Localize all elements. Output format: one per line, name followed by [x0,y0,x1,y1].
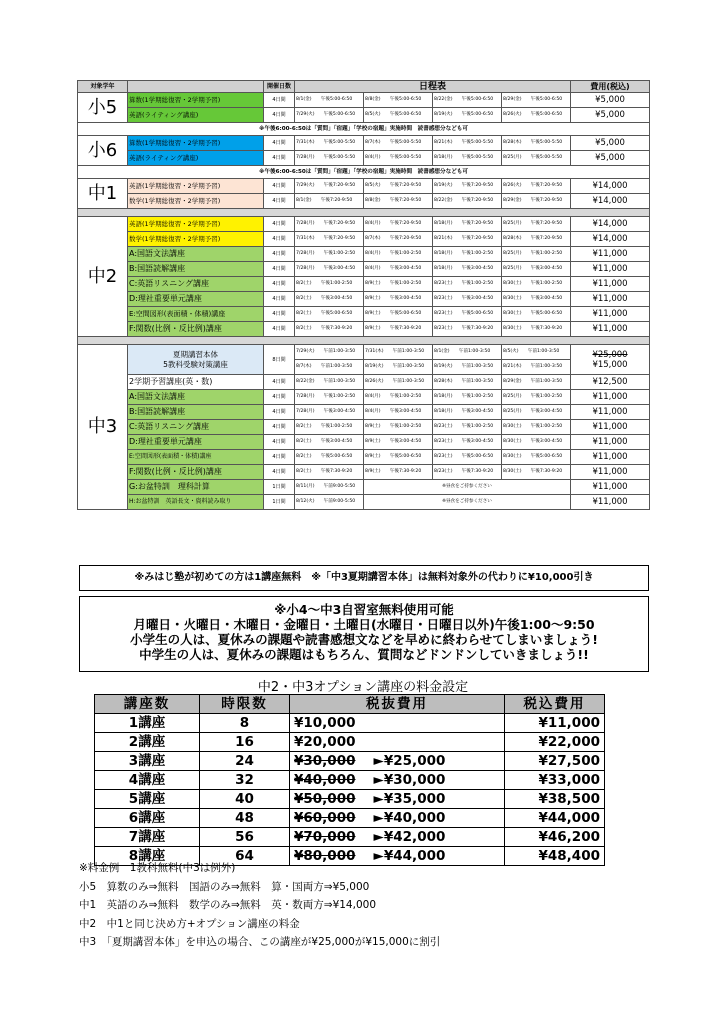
session-date: 8/25(月) 午後7:20-9:50 [502,217,571,232]
table-row [78,480,650,495]
main-course-sub: 5教科受験対策講座 [163,359,228,369]
session-date: 8/2(土) 午後1:00-2:50 [295,277,364,292]
note-row [78,166,650,179]
course-fee: ¥11,000 [571,390,650,405]
course-days: 1日間 [264,495,295,510]
option-taxed: ¥33,000 [505,771,605,790]
session-date: 8/4(月) 午後7:20-9:50 [364,217,433,232]
option-count: 2講座 [95,733,200,752]
course-fee: ¥11,000 [571,307,650,322]
session-date: 7/31(木) 午前1:00-3:50 [364,345,433,360]
course-name: A:国語文法講座 [128,247,264,262]
session-date: 8/21(木) 午前1:00-3:50 [502,360,571,375]
table-row [78,93,650,108]
session-date: 8/19(火) 午前1:00-3:50 [364,360,433,375]
option-table-title: 中2・中3オプション講座の料金設定 [257,680,469,695]
course-fee: ¥11,000 [571,292,650,307]
session-date: 8/25(月) 午後1:00-2:50 [502,390,571,405]
course-name: C:英語リスニング講座 [128,277,264,292]
course-name: D:理社重要単元講座 [128,435,264,450]
session-note: ※昼食をご持参ください [364,495,571,510]
session-note: ※昼食をご持参ください [364,480,571,495]
spacer [78,209,650,217]
course-fee: ¥11,000 [571,495,650,510]
option-taxed: ¥11,000 [505,714,605,733]
course-name: 数学(1学期総復習・2学期予習) [128,194,264,209]
session-date: 8/21(木) 午後5:00-5:50 [433,136,502,151]
course-fee: ¥11,000 [571,435,650,450]
course-fee: ¥5,000 [571,151,650,166]
session-date: 8/23(土) 午後1:00-2:50 [433,277,502,292]
session-date: 8/23(土) 午後5:00-6:50 [433,307,502,322]
option-count: 8講座 [95,847,200,866]
session-date: 8/9(土) 午後3:00-4:50 [364,292,433,307]
junior-high-message: 中学生の人は、夏休みの課題はもちろん、質問などドンドンしていきましょう!! [139,647,589,662]
option-pretax-old: ¥60,000 [294,809,356,826]
table-row [78,108,650,123]
option-pretax: ►¥35,000 [373,790,446,807]
course-fee: ¥11,000 [571,450,650,465]
course-name: 英語(ライティング講座) [128,151,264,166]
option-pretax-old: ¥80,000 [294,847,356,864]
study-room-hours: 月曜日・火曜日・木曜日・金曜日・土曜日(水曜日・日曜日以外)午後1:00～9:50 [133,617,595,632]
course-name: 数学(1学期総復習・2学期予習) [128,232,264,247]
course-fee: ¥14,000 [571,232,650,247]
header-schedule: 日程表 [295,81,571,93]
course-days: 4日間 [264,262,295,277]
option-header: 時限数 [200,695,290,714]
session-date: 8/29(金) 午後5:00-6:50 [502,93,571,108]
schedule-table [77,80,650,510]
session-date: 8/4(月) 午後1:00-2:50 [364,247,433,262]
session-date: 8/1(金) 午後5:00-6:50 [295,93,364,108]
option-taxed: ¥48,400 [505,847,605,866]
main-fee-cell [571,345,650,375]
table-row [78,435,650,450]
option-row [95,714,605,733]
course-fee: ¥5,000 [571,136,650,151]
course-days: 4日間 [264,93,295,108]
session-date: 8/18(月) 午後5:00-5:50 [433,151,502,166]
course-fee: ¥11,000 [571,465,650,480]
session-date: 8/28(木) 午後5:00-5:50 [502,136,571,151]
session-date: 8/26(火) 午前1:00-3:50 [364,375,433,390]
course-fee: ¥11,000 [571,277,650,292]
course-days: 4日間 [264,450,295,465]
header-blank [128,81,264,93]
table-row [78,322,650,337]
session-date: 8/8(金) 午後5:00-6:50 [364,93,433,108]
main-course-name: 夏期講習本体 [173,349,218,359]
course-days: 4日間 [264,420,295,435]
note-row [78,123,650,136]
session-date: 8/2(土) 午後3:00-4:50 [295,435,364,450]
fee-example-grade5: 小5 算数のみ⇒無料 国語のみ⇒無料 算・国両方⇒¥5,000 [79,880,370,893]
course-name: 英語(1学期総復習・2学期予習) [128,179,264,194]
option-row [95,790,605,809]
option-pretax-old: ¥40,000 [294,771,356,788]
session-date: 8/23(土) 午後1:00-2:50 [433,420,502,435]
session-date: 8/2(土) 午後1:00-2:50 [295,420,364,435]
course-days: 4日間 [264,465,295,480]
table-row [78,390,650,405]
header-days: 開催日数 [264,81,295,93]
session-date: 8/9(土) 午後7:30-9:20 [364,322,433,337]
option-periods: 32 [200,771,290,790]
course-name: 2学期予習講座(英・数) [128,375,264,390]
course-days: 4日間 [264,151,295,166]
main-fee: ¥15,000 [592,359,628,370]
option-count: 7講座 [95,828,200,847]
table-row [78,277,650,292]
session-date: 8/9(土) 午後3:00-4:50 [364,435,433,450]
option-pretax-cell [290,752,505,771]
course-name: 算数(1学期総復習・2学期予習) [128,136,264,151]
course-fee: ¥11,000 [571,247,650,262]
option-count: 3講座 [95,752,200,771]
option-periods: 8 [200,714,290,733]
option-taxed: ¥46,200 [505,828,605,847]
course-days: 4日間 [264,435,295,450]
table-row [78,194,650,209]
option-header-row [95,695,605,714]
option-pretax-old: ¥50,000 [294,790,356,807]
session-date: 8/7(木) 午前1:00-3:50 [295,360,364,375]
session-date: 8/19(火) 午後5:00-6:50 [433,108,502,123]
option-pretax: ¥20,000 [294,733,356,750]
session-date: 8/30(土) 午後7:30-9:20 [502,322,571,337]
option-periods: 48 [200,809,290,828]
course-name: H:お盆特訓 英語長文・資料読み取り [128,495,264,510]
session-date: 8/18(月) 午後1:00-2:50 [433,390,502,405]
option-pretax-cell [290,809,505,828]
session-date: 8/18(月) 午後3:00-4:50 [433,405,502,420]
session-date: 7/29(火) 午後5:00-6:50 [295,108,364,123]
grade-label: 中3 [78,345,128,510]
spacer [78,337,650,345]
option-price-table [94,694,605,866]
grade-label: 中1 [78,179,128,209]
session-date: 8/18(月) 午後7:20-9:50 [433,217,502,232]
grade-label: 中2 [78,217,128,337]
fee-example-title: ※料金例 1教科無料(中3は例外) [79,862,236,874]
fee-example-j2: 中2 中1と同じ決め方+オプション講座の料金 [79,917,300,930]
session-date: 8/19(火) 午後7:20-9:50 [433,179,502,194]
course-days: 4日間 [264,390,295,405]
option-header: 税込費用 [505,695,605,714]
course-days: 4日間 [264,136,295,151]
session-date: 8/11(月) 午前9:00-5:50 [295,480,364,495]
session-date: 8/29(金) 午後7:20-9:50 [502,194,571,209]
option-row [95,828,605,847]
s6-note: ※午後6:00-6:50は「質問」「宿題」「学校の宿題」実施時間 読書感想分なども可 [78,166,650,179]
session-date: 8/9(土) 午後5:00-6:50 [364,450,433,465]
course-name: F:関数(比例・反比例)講座 [128,322,264,337]
session-date: 8/12(火) 午前9:00-5:50 [295,495,364,510]
s5-note: ※午後6:00-6:50は「質問」「宿題」「学校の宿題」実施時間 読書感想分なども可 [78,123,650,136]
session-date: 8/22(金) 午後7:20-9:50 [433,194,502,209]
session-date: 8/30(土) 午後5:00-6:50 [502,450,571,465]
course-fee: ¥14,000 [571,194,650,209]
session-date: 8/26(火) 午後7:20-9:50 [502,179,571,194]
session-date: 8/25(月) 午後3:00-4:50 [502,405,571,420]
course-days: 4日間 [264,277,295,292]
course-name: G:お盆特訓 理科計算 [128,480,264,495]
option-pretax-cell [290,714,505,733]
header-fee: 費用(税込) [571,81,650,93]
header-grade: 対象学年 [78,81,128,93]
table-row [78,307,650,322]
option-taxed: ¥38,500 [505,790,605,809]
table-row [78,292,650,307]
course-fee: ¥5,000 [571,93,650,108]
course-days: 4日間 [264,217,295,232]
option-taxed: ¥22,000 [505,733,605,752]
option-pretax: ¥10,000 [294,714,356,731]
course-name: E:空間図形(表面積・体積)講座 [128,307,264,322]
session-date: 7/28(月) 午後3:00-4:50 [295,262,364,277]
session-date: 8/4(月) 午後1:00-2:50 [364,390,433,405]
session-date: 8/30(土) 午後1:00-2:50 [502,277,571,292]
course-days: 4日間 [264,247,295,262]
session-date: 8/5(火) 午後5:00-6:50 [364,108,433,123]
option-periods: 64 [200,847,290,866]
table-row [78,405,650,420]
course-fee: ¥11,000 [571,420,650,435]
course-days: 4日間 [264,108,295,123]
elementary-message: 小学生の人は、夏休みの課題や読書感想文などを早めに終わらせてしまいましょう! [130,632,598,647]
option-count: 4講座 [95,771,200,790]
session-date: 8/26(火) 午後5:00-6:50 [502,108,571,123]
session-date: 8/23(土) 午後5:00-6:50 [433,450,502,465]
session-date: 8/22(金) 午前1:00-3:50 [295,375,364,390]
option-count: 6講座 [95,809,200,828]
session-date: 8/30(土) 午後1:00-2:50 [502,420,571,435]
course-name: 算数(1学期総復習・2学期予習) [128,93,264,108]
session-date: 8/30(土) 午後3:00-4:50 [502,292,571,307]
table-row [78,179,650,194]
course-fee: ¥11,000 [571,322,650,337]
session-date: 8/18(月) 午後1:00-2:50 [433,247,502,262]
course-name: B:国語読解講座 [128,405,264,420]
course-fee: ¥11,000 [571,262,650,277]
session-date: 8/9(土) 午後1:00-2:50 [364,420,433,435]
session-date: 7/28(月) 午後7:20-9:50 [295,217,364,232]
table-row [78,262,650,277]
table-row [78,345,650,360]
session-date: 8/1(金) 午後7:20-9:50 [295,194,364,209]
option-taxed: ¥27,500 [505,752,605,771]
option-periods: 16 [200,733,290,752]
course-days: 1日間 [264,480,295,495]
session-date: 8/2(土) 午後7:30-9:20 [295,322,364,337]
table-row [78,465,650,480]
session-date: 8/4(月) 午後3:00-4:50 [364,262,433,277]
course-fee: ¥14,000 [571,179,650,194]
session-date: 8/5(火) 午前1:00-3:50 [502,345,571,360]
option-row [95,809,605,828]
study-room-title: ※小4～中3自習室無料使用可能 [274,602,454,617]
option-pretax-cell [290,828,505,847]
option-pretax-old: ¥70,000 [294,828,356,845]
course-days: 4日間 [264,307,295,322]
session-date: 8/1(金) 午前1:00-3:50 [433,345,502,360]
session-date: 8/28(木) 午前1:00-3:50 [433,375,502,390]
option-periods: 56 [200,828,290,847]
session-date: 8/9(土) 午後1:00-2:50 [364,277,433,292]
option-pretax: ►¥40,000 [373,809,446,826]
course-fee: ¥5,000 [571,108,650,123]
course-name: E:空間図形(表面積・体積)講座 [128,450,264,465]
course-name: 英語(1学期総復習・2学期予習) [128,217,264,232]
session-date: 8/4(月) 午後3:00-4:50 [364,405,433,420]
fee-example-j3: 中3 「夏期講習本体」を申込の場合、この講座が¥25,000が¥15,000に割引 [79,936,441,949]
fee-example-j1: 中1 英語のみ⇒無料 数学のみ⇒無料 英・数両方⇒¥14,000 [79,899,376,912]
course-days: 4日間 [264,232,295,247]
session-date: 8/23(土) 午後7:30-9:20 [433,322,502,337]
grade-label: 小5 [78,93,128,123]
study-room-notice [79,596,649,672]
session-date: 8/21(木) 午後7:20-9:50 [433,232,502,247]
first-time-notice: ※みはじ塾が初めての方は1講座無料 ※「中3夏期講習本体」は無料対象外の代わりに¥10,000引き [79,565,649,591]
option-pretax-old: ¥30,000 [294,752,356,769]
course-days: 8日間 [264,345,295,375]
option-header: 税抜費用 [290,695,505,714]
session-date: 8/2(土) 午後5:00-6:50 [295,450,364,465]
course-days: 4日間 [264,375,295,390]
session-date: 8/23(土) 午後3:00-4:50 [433,292,502,307]
course-name: B:国語読解講座 [128,262,264,277]
option-pretax: ►¥30,000 [373,771,446,788]
session-date: 8/30(土) 午後3:00-4:50 [502,435,571,450]
session-date: 8/30(土) 午後5:00-6:50 [502,307,571,322]
course-name: D:理社重要単元講座 [128,292,264,307]
course-fee: ¥11,000 [571,405,650,420]
course-fee: ¥14,000 [571,217,650,232]
course-days: 4日間 [264,292,295,307]
course-fee: ¥11,000 [571,480,650,495]
table-row [78,247,650,262]
session-date: 8/2(土) 午後7:30-9:20 [295,465,364,480]
table-row [78,495,650,510]
session-date: 8/4(月) 午後5:00-5:50 [364,151,433,166]
session-date: 8/18(月) 午後3:00-4:50 [433,262,502,277]
option-periods: 24 [200,752,290,771]
course-name: C:英語リスニング講座 [128,420,264,435]
option-periods: 40 [200,790,290,809]
session-date: 8/23(土) 午後7:30-9:20 [433,465,502,480]
table-row [78,450,650,465]
session-date: 8/25(月) 午後1:00-2:50 [502,247,571,262]
session-date: 8/2(土) 午後3:00-4:50 [295,292,364,307]
spacer-row [78,209,650,217]
session-date: 8/7(木) 午後5:00-5:50 [364,136,433,151]
course-fee: ¥12,500 [571,375,650,390]
option-count: 1講座 [95,714,200,733]
session-date: 7/31(木) 午後7:20-9:50 [295,232,364,247]
session-date: 8/28(木) 午後7:20-9:50 [502,232,571,247]
option-pretax-cell [290,771,505,790]
table-row [78,420,650,435]
session-date: 8/2(土) 午後5:00-6:50 [295,307,364,322]
session-date: 8/5(火) 午後7:20-9:50 [364,179,433,194]
session-date: 8/9(土) 午後7:30-9:20 [364,465,433,480]
main-course-cell [128,345,264,375]
table-row [78,136,650,151]
session-date: 7/28(月) 午後5:00-5:50 [295,151,364,166]
grade-label: 小6 [78,136,128,166]
session-date: 8/19(火) 午前1:00-3:50 [433,360,502,375]
session-date: 8/22(金) 午後5:00-6:50 [433,93,502,108]
session-date: 7/28(月) 午後1:00-2:50 [295,390,364,405]
session-date: 8/23(土) 午後3:00-4:50 [433,435,502,450]
session-date: 7/28(月) 午後3:00-4:50 [295,405,364,420]
session-date: 8/8(金) 午後7:20-9:50 [364,194,433,209]
option-pretax: ►¥42,000 [373,828,446,845]
course-days: 4日間 [264,405,295,420]
fee-examples [79,859,440,952]
session-date: 8/29(金) 午前1:00-3:50 [502,375,571,390]
course-days: 4日間 [264,179,295,194]
option-pretax-cell [290,790,505,809]
session-date: 8/30(土) 午後7:30-9:20 [502,465,571,480]
table-row [78,151,650,166]
session-date: 7/31(木) 午後5:00-5:50 [295,136,364,151]
session-date: 8/25(月) 午後3:00-4:50 [502,262,571,277]
course-name: F:関数(比例・反比例)講座 [128,465,264,480]
table-row [78,375,650,390]
session-date: 8/7(木) 午後7:20-9:50 [364,232,433,247]
table-row [78,232,650,247]
session-date: 8/25(月) 午後5:00-5:50 [502,151,571,166]
session-date: 7/29(火) 午後7:20-9:50 [295,179,364,194]
session-date: 8/9(土) 午後5:00-6:50 [364,307,433,322]
session-date: 7/28(月) 午後1:00-2:50 [295,247,364,262]
option-row [95,752,605,771]
option-taxed: ¥44,000 [505,809,605,828]
option-count: 5講座 [95,790,200,809]
option-header: 講座数 [95,695,200,714]
option-pretax: ►¥44,000 [373,847,446,864]
header-row [78,81,650,93]
course-name: A:国語文法講座 [128,390,264,405]
course-name: 英語(ライティング講座) [128,108,264,123]
option-row [95,733,605,752]
main-fee-old: ¥25,000 [592,349,628,360]
option-pretax: ►¥25,000 [373,752,446,769]
course-days: 4日間 [264,322,295,337]
course-days: 4日間 [264,194,295,209]
option-pretax-cell [290,733,505,752]
spacer-row [78,337,650,345]
option-row [95,771,605,790]
session-date: 7/29(火) 午前1:00-3:50 [295,345,364,360]
table-row [78,217,650,232]
